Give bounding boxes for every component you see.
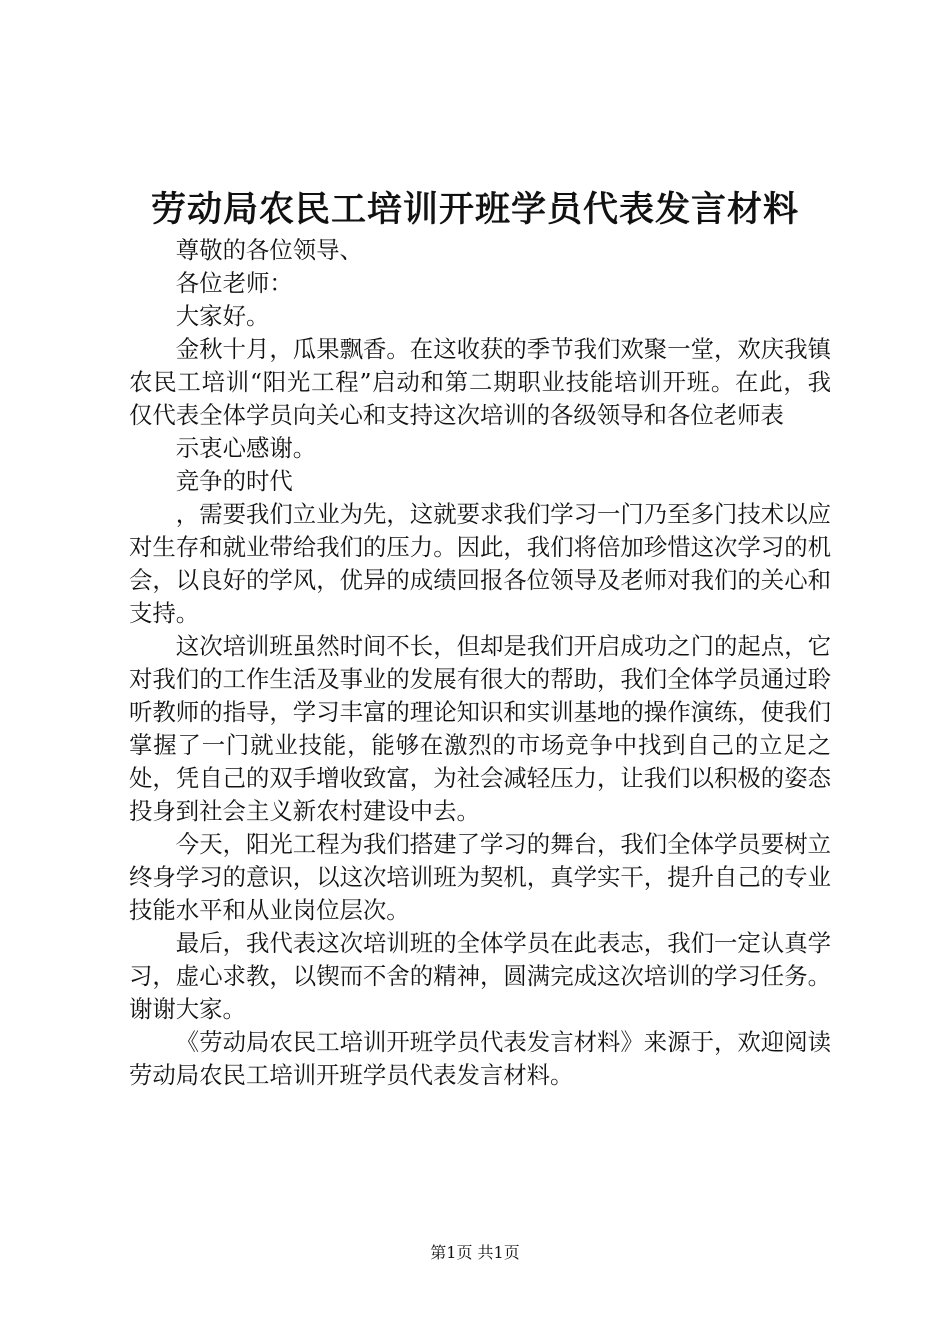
paragraph-closing: 最后，我代表这次培训班的全体学员在此表志，我们一定认真学习，虚心求教，以锲而不舍的精神，圆满完成这次培训的学习任务。谢谢大家。 xyxy=(129,929,831,1023)
paragraph-today: 今天，阳光工程为我们搭建了学习的舞台，我们全体学员要树立终身学习的意识，以这次培训班为契机，真学实干，提升自己的专业技能水平和从业岗位层次。 xyxy=(129,830,831,924)
paragraph-thanks: 示衷心感谢。 xyxy=(175,434,317,462)
paragraph-source-note: 《劳动局农民工培训开班学员代表发言材料》来源于，欢迎阅读劳动局农民工培训开班学员代表发言材料。 xyxy=(129,1028,831,1089)
paragraph-training-value: 这次培训班虽然时间不长，但却是我们开启成功之门的起点，它对我们的工作生活及事业的发展有很大的帮助，我们全体学员通过聆听教师的指导，学习丰富的理论知识和实训基地的操作演练，使我们掌握了一门就业技能，能够在激烈的市场竞争中找到自己的立足之处，凭自己的双手增收致富，为社会减轻压力，让我们以积极的姿态投身到社会主义新农村建设中去。 xyxy=(129,632,831,825)
page-footer: 第1页 共1页 xyxy=(430,1243,520,1262)
paragraph-greeting: 大家好。 xyxy=(175,302,270,330)
paragraph-need-skills: ，需要我们立业为先，这就要求我们学习一门乃至多门技术以应对生存和就业带给我们的压力。因此，我们将倍加珍惜这次学习的机会，以良好的学风，优异的成绩回报各位领导及老师对我们的关心和支持。 xyxy=(129,500,831,627)
paragraph-salutation-leaders: 尊敬的各位领导、 xyxy=(175,236,363,264)
document-title: 劳动局农民工培训开班学员代表发言材料 xyxy=(150,189,799,230)
paragraph-salutation-teachers: 各位老师： xyxy=(175,269,293,297)
document-body xyxy=(129,234,831,1092)
paragraph-opening: 金秋十月，瓜果飘香。在这收获的季节我们欢聚一堂，欢庆我镇农民工培训“阳光工程”启动和第二期职业技能培训开班。在此，我仅代表全体学员向关心和支持这次培训的各级领导和各位老师表 xyxy=(129,335,831,429)
paragraph-competition: 竞争的时代 xyxy=(175,467,293,495)
